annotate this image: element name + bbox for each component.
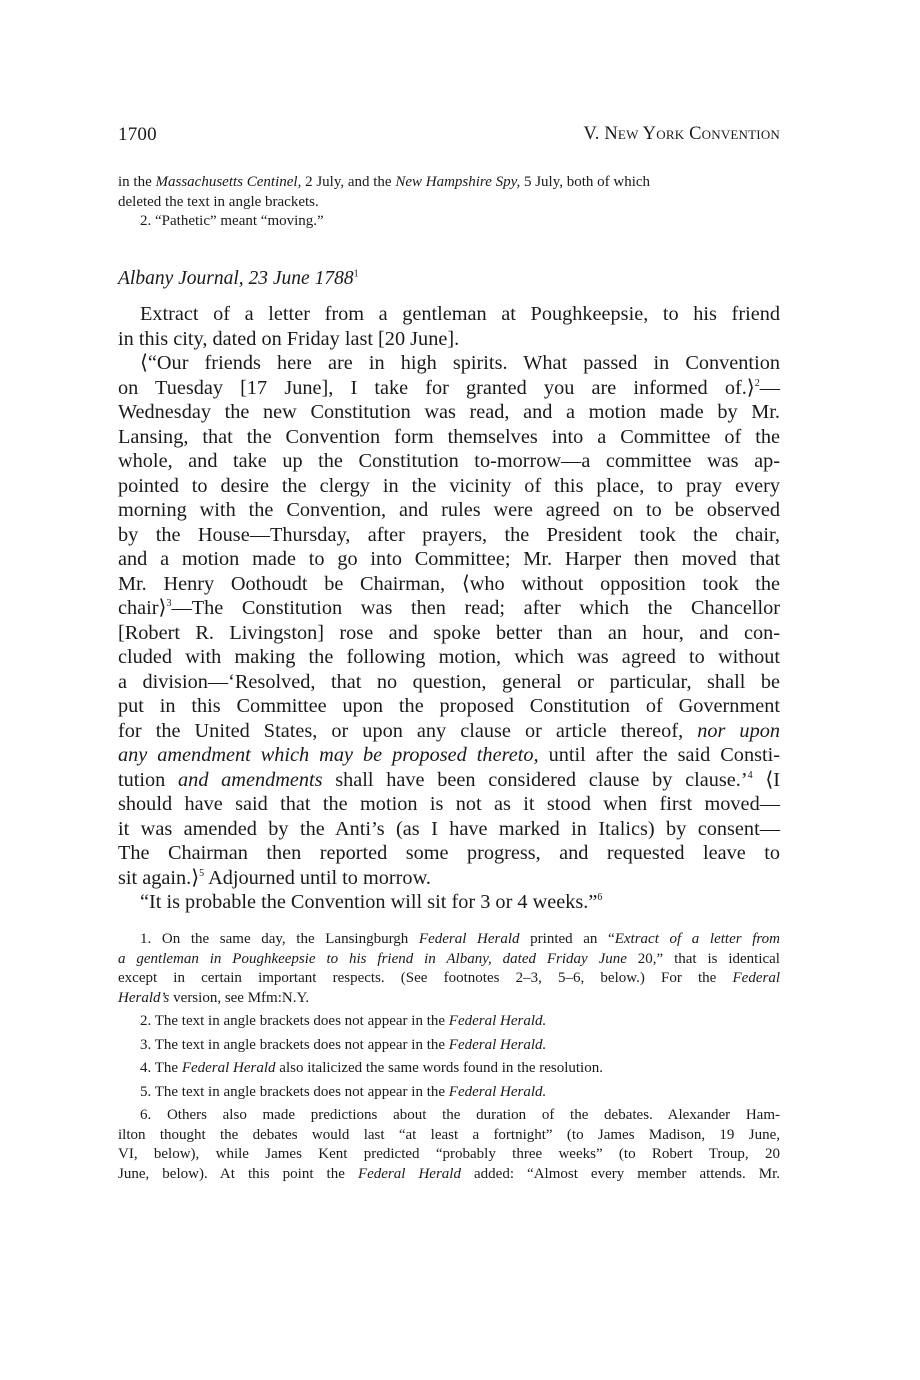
continued-footnotes [118, 173, 780, 232]
footnotes [118, 930, 780, 1184]
document-title: Albany Journal, 23 June 1788$^1$ [118, 268, 359, 289]
body-line: Lansing, that the Convention form themselves into a Committee of the [118, 425, 780, 448]
body-line: a division—‘Resolved, that no question, general or particular, shall be [118, 670, 780, 693]
footnote-1-line: except in certain important respects. (See footnotes 2–3, 5–6, below.) For the Federal [118, 970, 780, 986]
body-line: for the United States, or upon any clause or article thereof, nor upon [118, 719, 780, 742]
body-line: should have said that the motion is not as it stood when first moved— [118, 793, 780, 815]
body-line: whole, and take up the Constitution to-morrow—a committee was ap- [118, 450, 780, 472]
body-line: pointed to desire the clergy in the vicinity of this place, to pray every [118, 474, 780, 497]
footnote-6-line: VI, below), while James Kent predicted “probably three weeks” (to Robert Troup, 20 [118, 1146, 780, 1162]
body-line: on Tuesday [17 June], I take for granted you are informed of.⟩$^2$— [118, 376, 780, 399]
footnote-3: 3. The text in angle brackets does not appear in the Federal Herald. [140, 1036, 547, 1053]
footnote-6: 6. Others also made predictions about the duration of the debates. Alexander Ham- [140, 1107, 780, 1123]
footnote-1-line: Herald’s version, see Mfm:N.Y. [118, 989, 310, 1006]
body-line: and a motion made to go into Committee; Mr. Harper then moved that [118, 548, 780, 570]
body-line: it was amended by the Anti’s (as I have marked in Italics) by consent— [118, 817, 780, 840]
footnote-4: 4. The Federal Herald also italicized the same words found in the resolution. [140, 1060, 603, 1076]
continued-footnote-line: deleted the text in angle brackets. [118, 193, 319, 210]
footnote-5: 5. The text in angle brackets does not appear in the Federal Herald. [140, 1083, 547, 1100]
body-line: Mr. Henry Oothoudt be Chairman, ⟨who without opposition took the [118, 572, 780, 595]
body-line: The Chairman then reported some progress, and requested leave to [118, 842, 780, 864]
body-line: Wednesday the new Constitution was read, and a motion made by Mr. [118, 401, 780, 423]
body-line: Extract of a letter from a gentleman at Poughkeepsie, to his friend [140, 303, 780, 325]
footnote-6-line: June, below). At this point the Federal Herald added: “Almost every member attends. Mr. [118, 1165, 781, 1182]
body-line: put in this Committee upon the proposed Constitution of Government [118, 695, 780, 717]
body-line: in this city, dated on Friday last [20 June]. [118, 327, 460, 350]
footnote-6-line: ilton thought the debates would last “at least a fortnight” (to James Madison, 19 June, [118, 1126, 780, 1143]
page-header [118, 124, 780, 150]
running-head: V. New York Convention [583, 124, 780, 144]
body-line: any amendment which may be proposed thereto, until after the said Consti- [118, 744, 781, 766]
body-line: ⟨“Our friends here are in high spirits. What passed in Convention [140, 352, 780, 374]
continued-footnote-line: in the Massachusetts Centinel, 2 July, and the New Hampshire Spy, 5 July, both of which [118, 174, 651, 190]
body-line: by the House—Thursday, after prayers, the President took the chair, [118, 523, 780, 546]
body-line: tution and amendments shall have been considered clause by clause.’$^4$ ⟨I [118, 768, 780, 791]
footnote-2: 2. The text in angle brackets does not appear in the Federal Herald. [140, 1013, 547, 1029]
body-line: chair⟩$^3$—The Constitution was then read; after which the Chancellor [118, 597, 780, 619]
footnote-1: 1. On the same day, the Lansingburgh Federal Herald printed an “Extract of a letter from [140, 931, 780, 947]
letter-body [118, 302, 780, 915]
body-line: [Robert R. Livingston] rose and spoke better than an hour, and con- [118, 621, 780, 644]
body-line: “It is probable the Convention will sit for 3 or 4 weeks.”$^6$ [140, 891, 603, 913]
body-line: sit again.⟩$^5$ Adjourned until to morrow. [118, 866, 431, 889]
footnote-1-line: a gentleman in Poughkeepsie to his friend in Albany, dated Friday June 20,” that is identical [118, 950, 780, 967]
body-line: morning with the Convention, and rules were agreed on to be observed [118, 499, 780, 521]
page-number: 1700 [118, 124, 157, 145]
footnote-2-pathetic: 2. “Pathetic” meant “moving.” [140, 213, 324, 229]
body-line: cluded with making the following motion, which was agreed to without [118, 646, 780, 668]
